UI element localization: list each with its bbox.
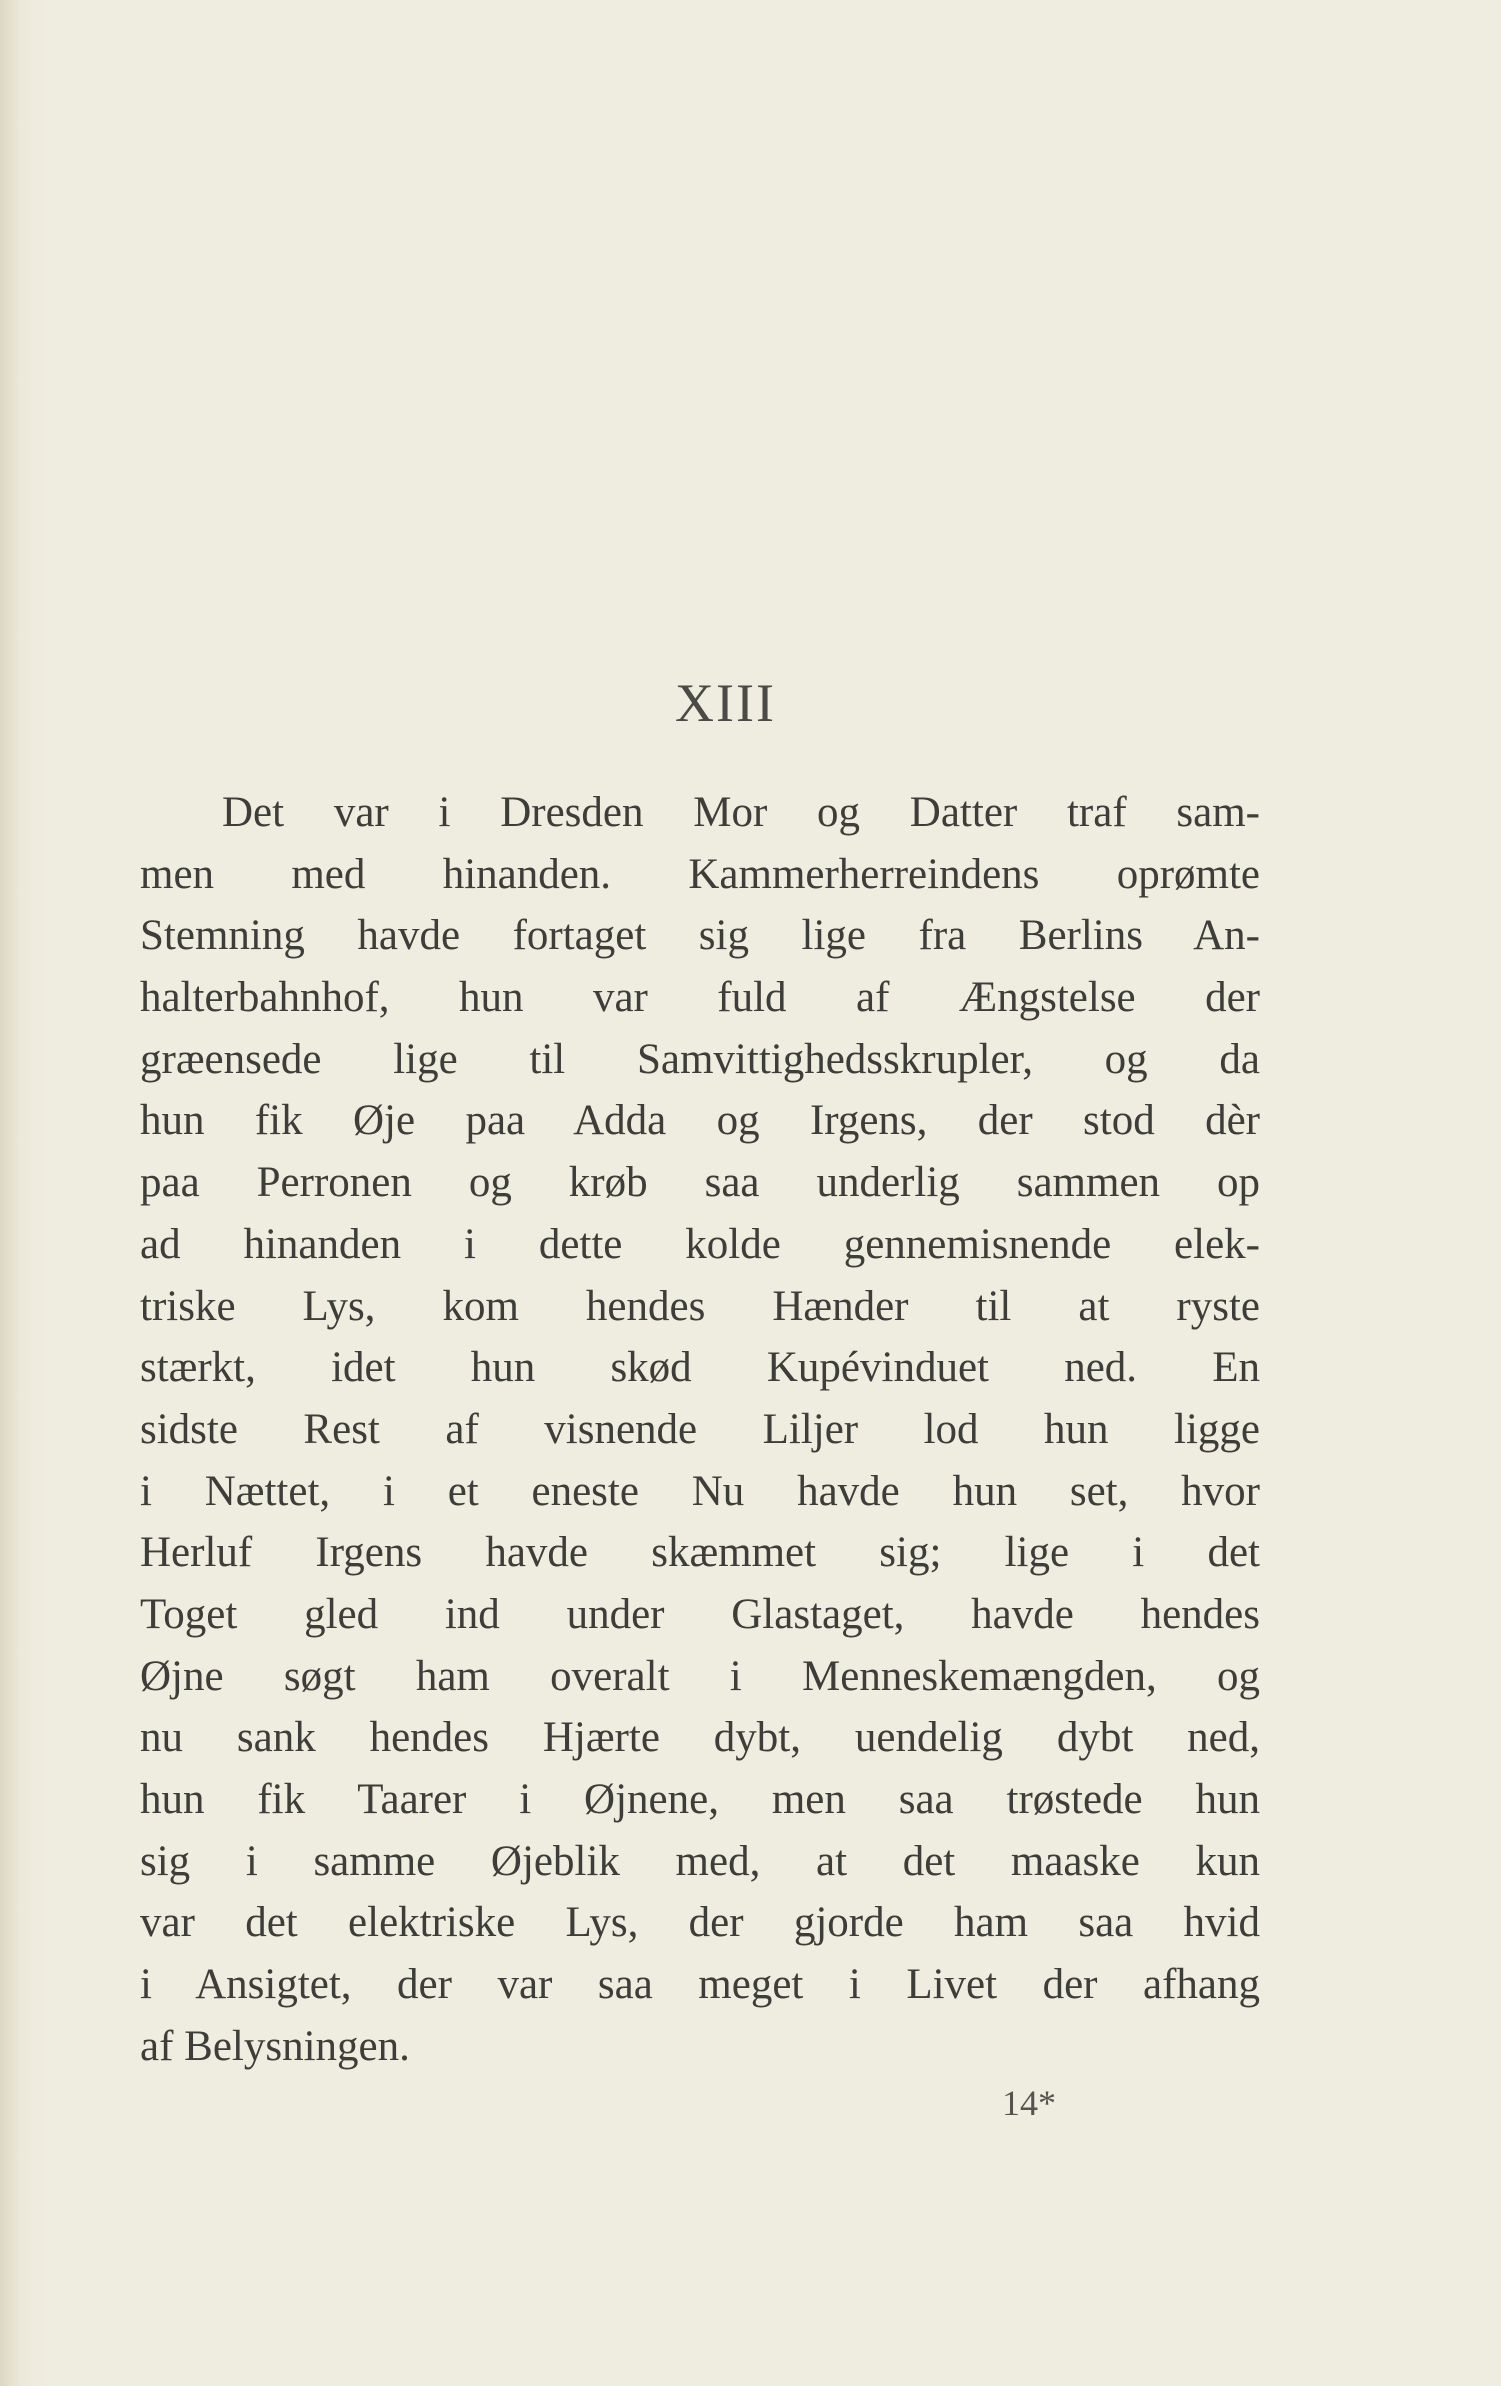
text-line: triske Lys, kom hendes Hænder til at ryste bbox=[140, 1282, 1260, 1330]
text-line: sig i samme Øjeblik med, at det maaske kun bbox=[140, 1837, 1260, 1885]
text-line: var det elektriske Lys, der gjorde ham saa hvid bbox=[140, 1899, 1260, 1947]
text-line: nu sank hendes Hjærte dybt, uendelig dybt ned, bbox=[140, 1714, 1260, 1762]
text-line: græensede lige til Samvittighedsskrupler, og da bbox=[140, 1035, 1260, 1083]
text-line: hun fik Øje paa Adda og Irgens, der stod dèr bbox=[140, 1097, 1260, 1145]
text-line: i Ansigtet, der var saa meget i Livet der afhang bbox=[140, 1961, 1260, 2009]
chapter-heading: XIII bbox=[675, 673, 776, 733]
text-line: halterbahnhof, hun var fuld af Ængstelse der bbox=[140, 974, 1260, 1022]
text-line: hun fik Taarer i Øjnene, men saa trøstede hun bbox=[140, 1776, 1260, 1823]
text-line: Toget gled ind under Glastaget, havde hendes bbox=[140, 1590, 1260, 1638]
text-line: stærkt, idet hun skød Kupévinduet ned. En bbox=[140, 1344, 1260, 1392]
text-line: paa Perronen og krøb saa underlig sammen op bbox=[140, 1159, 1260, 1207]
text-line: i Nættet, i et eneste Nu havde hun set, hvor bbox=[140, 1467, 1260, 1515]
text-line: Øjne søgt ham overalt i Menneskemængden, og bbox=[140, 1652, 1260, 1700]
signature-mark: 14* bbox=[1002, 2083, 1056, 2123]
text-line: men med hinanden. Kammerherreindens oprømte bbox=[140, 850, 1260, 898]
text-line: ad hinanden i dette kolde gennemisnende elek- bbox=[140, 1220, 1260, 1268]
text-line: Herluf Irgens havde skæmmet sig; lige i det bbox=[140, 1529, 1260, 1577]
text-line: Stemning havde fortaget sig lige fra Berlins An- bbox=[140, 912, 1260, 960]
text-line: sidste Rest af visnende Liljer lod hun ligge bbox=[140, 1405, 1260, 1453]
text-line: Det var i Dresden Mor og Datter traf sam- bbox=[222, 789, 1260, 836]
body-paragraph bbox=[140, 782, 1260, 2077]
text-line: af Belysningen. bbox=[140, 2022, 410, 2070]
